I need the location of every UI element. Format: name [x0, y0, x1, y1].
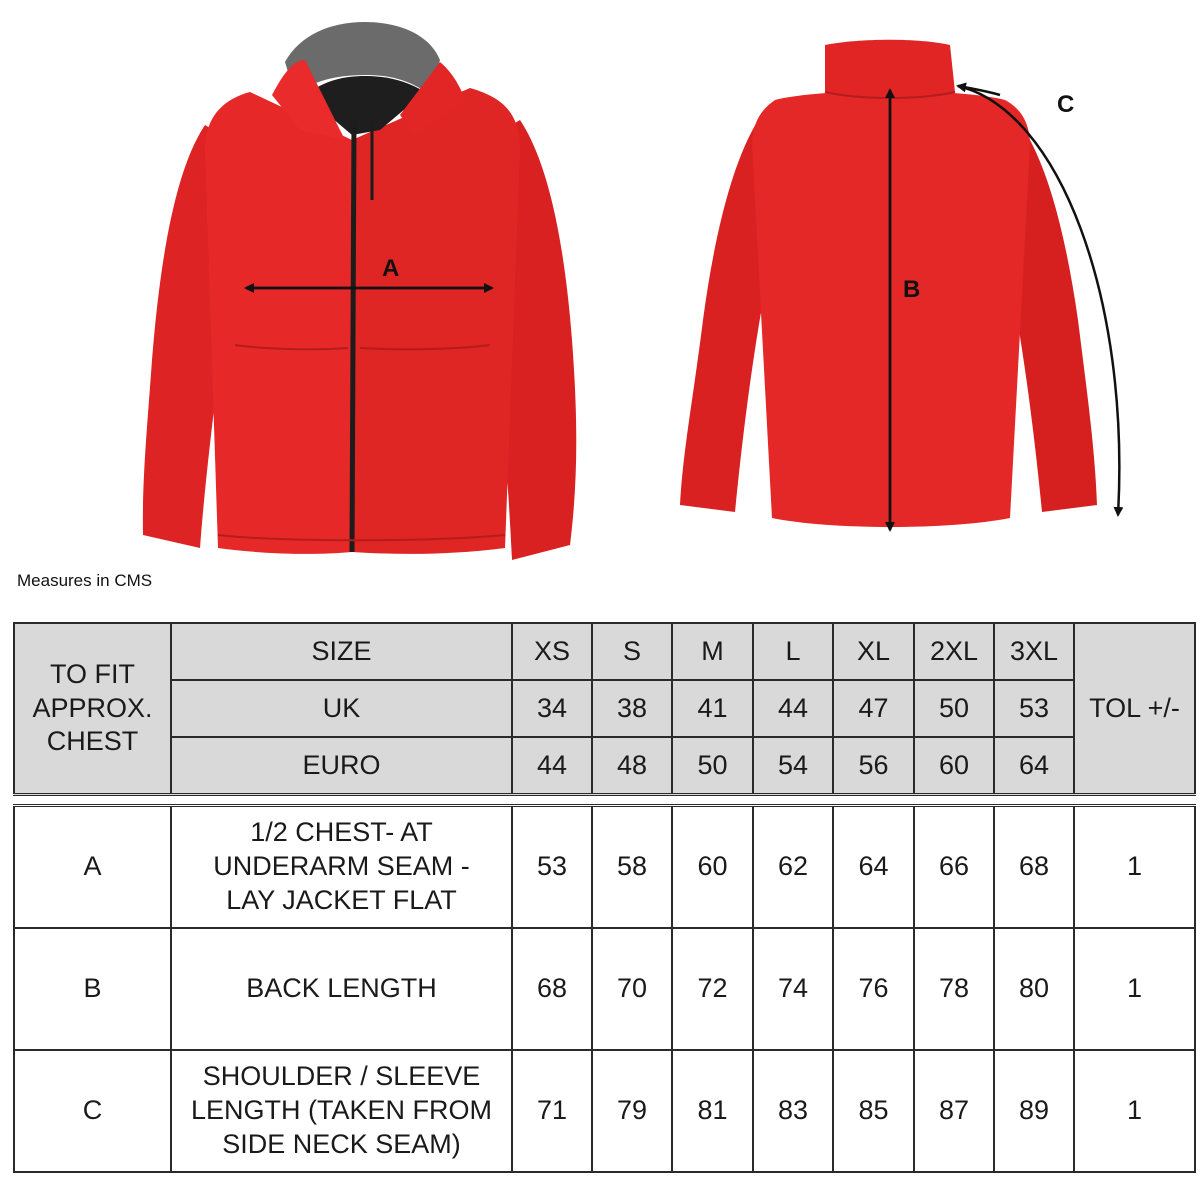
- measure-value: 76: [833, 928, 914, 1050]
- size-header: XS: [512, 623, 592, 680]
- measure-description: 1/2 CHEST- AT UNDERARM SEAM - LAY JACKET FLAT: [171, 806, 512, 929]
- uk-cell: 47: [833, 680, 914, 737]
- measure-description: SHOULDER / SLEEVE LENGTH (TAKEN FROM SIDE NECK SEAM): [171, 1050, 512, 1172]
- measure-value: 60: [672, 806, 753, 929]
- measure-value: 83: [753, 1050, 833, 1172]
- measure-value: 53: [512, 806, 592, 929]
- front-jacket-image: [143, 22, 576, 560]
- uk-cell: 53: [994, 680, 1074, 737]
- size-header: S: [592, 623, 672, 680]
- uk-cell: 34: [512, 680, 592, 737]
- table-row: [14, 1050, 1195, 1172]
- back-jacket-image: [680, 40, 1119, 530]
- uk-label: UK: [171, 680, 512, 737]
- measure-value: 70: [592, 928, 672, 1050]
- euro-cell: 56: [833, 737, 914, 795]
- euro-cell: 44: [512, 737, 592, 795]
- measure-value: 71: [512, 1050, 592, 1172]
- size-chart-table: [13, 622, 1196, 1173]
- measure-value: 74: [753, 928, 833, 1050]
- euro-cell: 50: [672, 737, 753, 795]
- euro-cell: 54: [753, 737, 833, 795]
- measure-value: 81: [672, 1050, 753, 1172]
- uk-cell: 50: [914, 680, 994, 737]
- label-c: C: [1057, 91, 1075, 118]
- uk-cell: 44: [753, 680, 833, 737]
- tolerance-header: TOL +/-: [1074, 623, 1195, 795]
- table-row: [14, 928, 1195, 1050]
- size-header: XL: [833, 623, 914, 680]
- measure-value: 68: [994, 806, 1074, 929]
- tolerance-value: 1: [1074, 928, 1195, 1050]
- size-header: 2XL: [914, 623, 994, 680]
- size-header: L: [753, 623, 833, 680]
- measure-value: 89: [994, 1050, 1074, 1172]
- size-header: M: [672, 623, 753, 680]
- uk-cell: 38: [592, 680, 672, 737]
- table-row: [14, 806, 1195, 929]
- tolerance-value: 1: [1074, 806, 1195, 929]
- to-fit-header: TO FIT APPROX. CHEST: [14, 623, 171, 795]
- measure-value: 66: [914, 806, 994, 929]
- measure-code: C: [14, 1050, 171, 1172]
- euro-cell: 64: [994, 737, 1074, 795]
- measure-value: 64: [833, 806, 914, 929]
- measure-value: 58: [592, 806, 672, 929]
- measure-description: BACK LENGTH: [171, 928, 512, 1050]
- euro-cell: 48: [592, 737, 672, 795]
- tolerance-value: 1: [1074, 1050, 1195, 1172]
- jacket-illustrations: [0, 0, 1200, 565]
- measure-value: 87: [914, 1050, 994, 1172]
- measures-note: Measures in CMS: [17, 571, 153, 590]
- euro-cell: 60: [914, 737, 994, 795]
- measure-value: 78: [914, 928, 994, 1050]
- euro-label: EURO: [171, 737, 512, 795]
- uk-cell: 41: [672, 680, 753, 737]
- label-b: B: [903, 276, 921, 303]
- label-a: A: [382, 255, 400, 282]
- measure-value: 72: [672, 928, 753, 1050]
- measure-code: B: [14, 928, 171, 1050]
- measure-value: 79: [592, 1050, 672, 1172]
- measure-value: 68: [512, 928, 592, 1050]
- measure-value: 85: [833, 1050, 914, 1172]
- size-label: SIZE: [171, 623, 512, 680]
- measure-value: 80: [994, 928, 1074, 1050]
- measure-value: 62: [753, 806, 833, 929]
- measure-code: A: [14, 806, 171, 929]
- size-header: 3XL: [994, 623, 1074, 680]
